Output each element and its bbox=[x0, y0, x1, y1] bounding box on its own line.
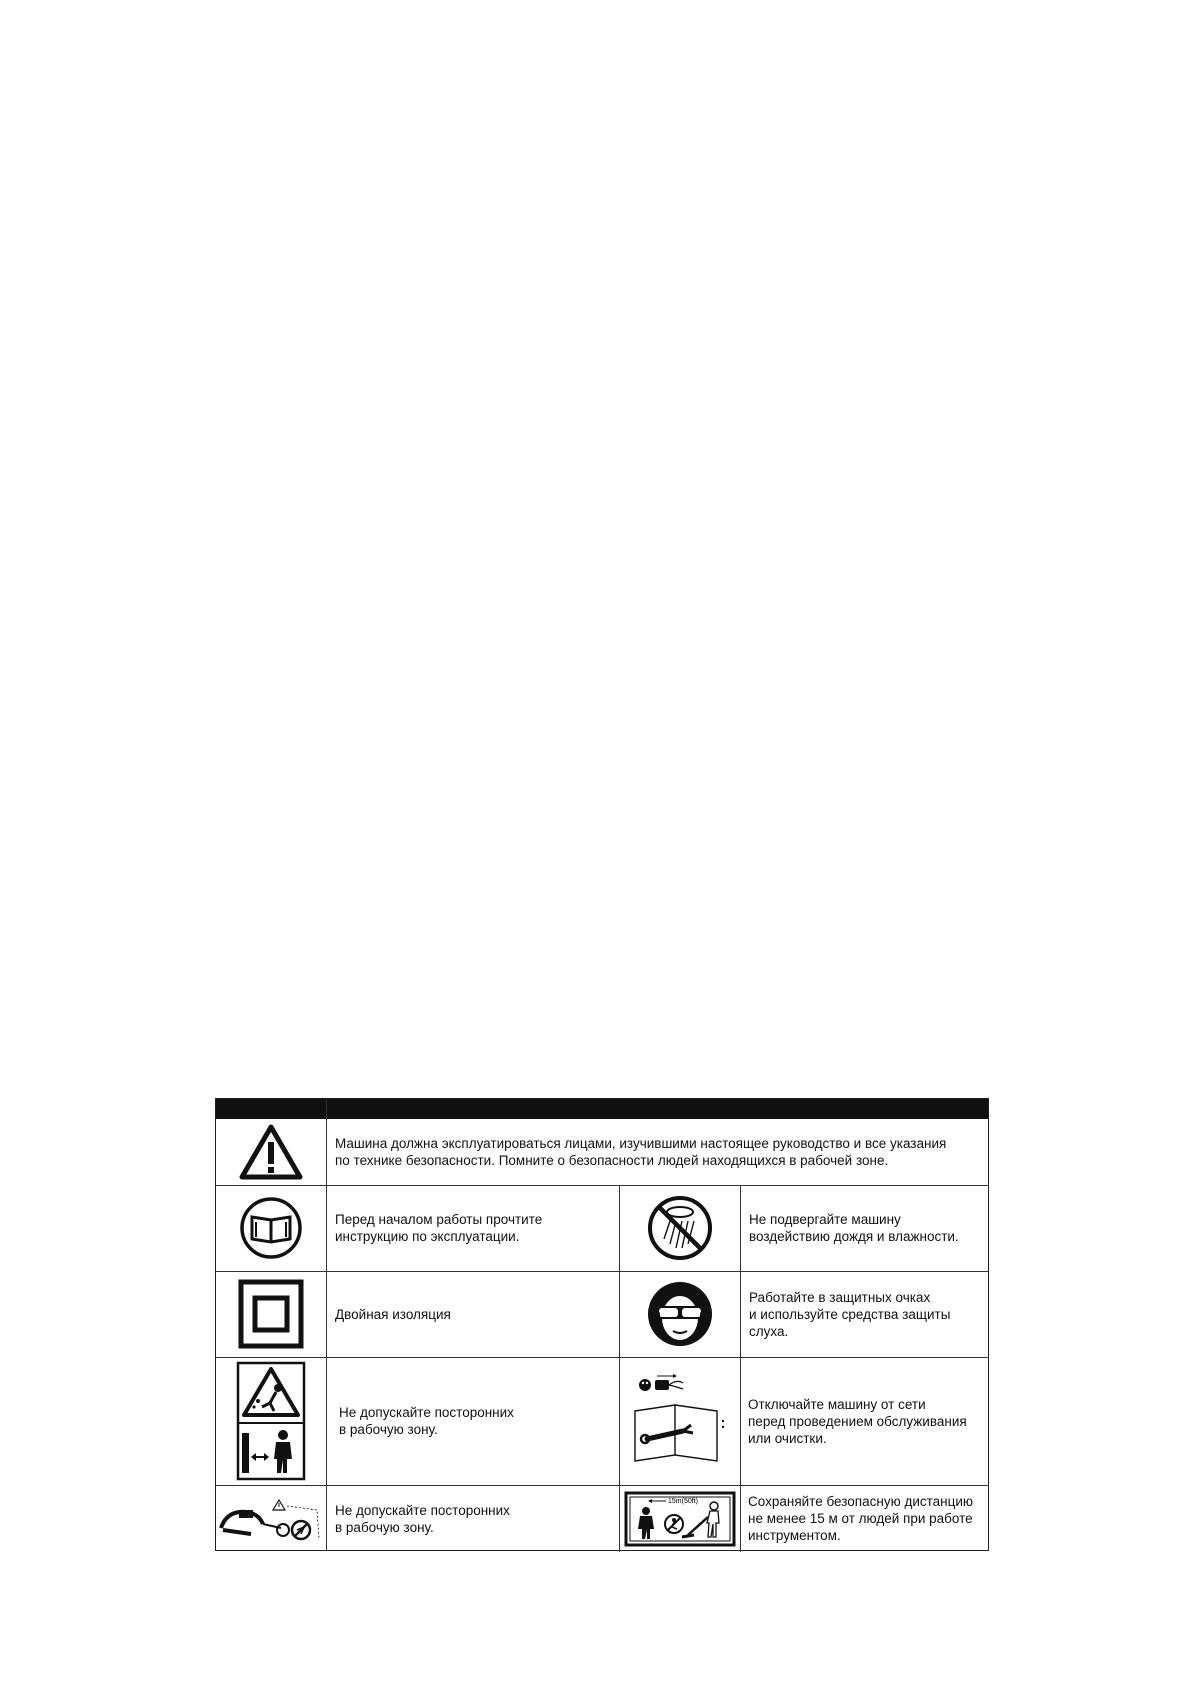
no-rain-cell bbox=[619, 1185, 740, 1271]
keep-bystanders-away-icon bbox=[236, 1361, 306, 1481]
double-insulation-text: Двойная изоляция bbox=[335, 1306, 451, 1322]
safe-distance-icon bbox=[624, 1491, 736, 1547]
general-warning-text: Машина должна эксплуатироваться лицами, изучившими настоящее руководство и все указания по технике безопасности. Помните о безопасности людей находящихся в рабочей зоне. bbox=[335, 1136, 947, 1168]
warning-triangle-icon bbox=[238, 1123, 304, 1181]
goggles-ear-protection-icon bbox=[645, 1279, 715, 1349]
keep-bystanders-away-text: Не допускайте посторонних в рабочую зону. bbox=[339, 1405, 514, 1437]
no-rain-icon bbox=[646, 1194, 714, 1262]
double-insulation-icon bbox=[238, 1279, 304, 1349]
table-header-bar bbox=[216, 1099, 988, 1119]
read-manual-cell bbox=[216, 1185, 326, 1271]
safe-distance-text: Сохраняйте безопасную дистанцию не менее 15 м от людей при работе инструментом. bbox=[748, 1494, 974, 1543]
safe-distance-cell bbox=[619, 1485, 740, 1552]
double-insulation-cell bbox=[216, 1271, 326, 1357]
trimmer-debris-cell bbox=[216, 1485, 326, 1552]
read-manual-text: Перед началом работы прочтите инструкцию по эксплуатации. bbox=[335, 1212, 543, 1244]
unplug-before-maintenance-cell bbox=[619, 1357, 740, 1485]
no-rain-text: Не подвергайте машину воздействию дождя и влажности. bbox=[749, 1212, 959, 1244]
trimmer-debris-icon bbox=[217, 1494, 325, 1544]
unplug-before-maintenance-icon bbox=[625, 1371, 735, 1471]
unplug-before-maintenance-text: Отключайте машину от сети перед проведением обслуживания или очистки. bbox=[748, 1396, 967, 1446]
safety-symbols-table bbox=[215, 1098, 989, 1551]
svg-text:15m(50ft): 15m(50ft) bbox=[667, 1497, 698, 1505]
goggles-ear-protection-cell bbox=[619, 1271, 740, 1357]
warning-icon-cell bbox=[216, 1119, 326, 1185]
goggles-ear-protection-text: Работайте в защитных очках и используйте средства защиты слуха. bbox=[749, 1290, 951, 1339]
read-manual-icon bbox=[238, 1195, 304, 1261]
trimmer-debris-text: Не допускайте посторонних в рабочую зону. bbox=[335, 1502, 510, 1535]
keep-bystanders-away-cell bbox=[216, 1357, 326, 1485]
